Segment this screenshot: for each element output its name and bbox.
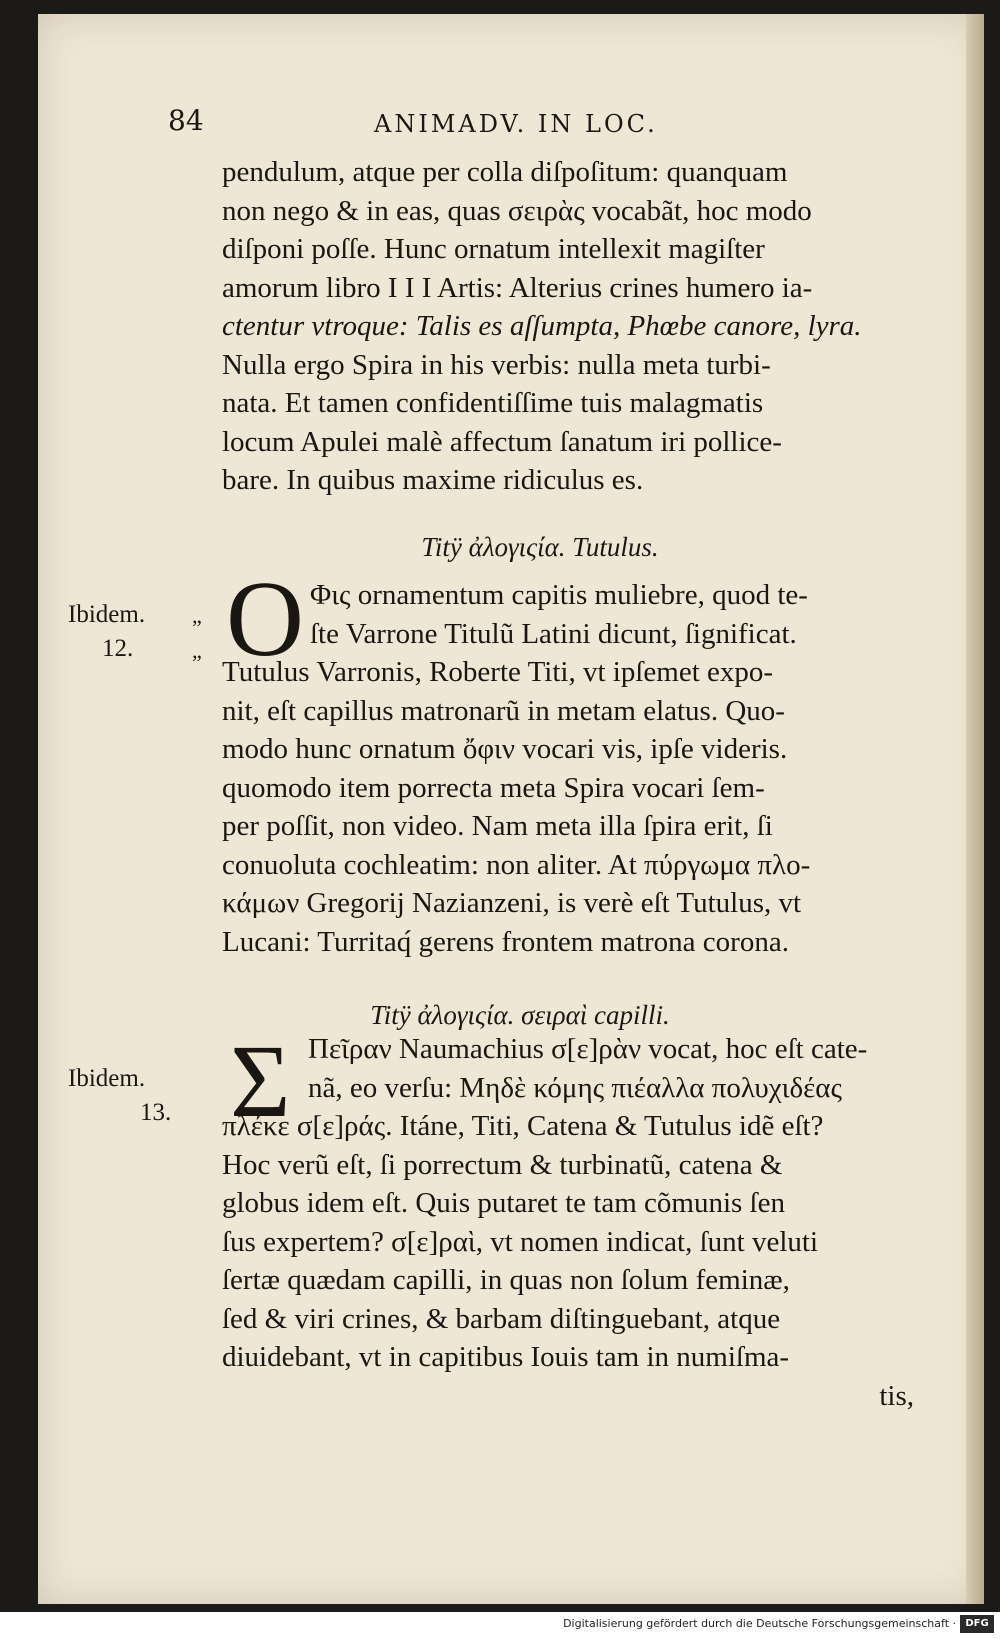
text-line: Φις ornamentum capitis muliebre, quod te- [310, 579, 808, 611]
text-line: Nulla ergo Spira in his verbis: nulla meta turbi- [222, 348, 771, 381]
section-heading-tutulus: Titÿ ἀλογιςία. Tutulus. [421, 532, 659, 562]
paragraph-3 [222, 1024, 954, 1415]
quote-marks [192, 598, 202, 668]
text-line: nã, eo verſu: Μηδὲ κόμης πιέαλλα πολυχιδέας [308, 1071, 842, 1104]
text-line: modo hunc ornatum ὄφιν vocari vis, ipſe videris. [222, 733, 788, 765]
quote-mark: „ [192, 638, 202, 663]
text-line: non nego & in eas, quas σειρὰς vocabãt, hoc modo [222, 194, 812, 227]
text-line: quomodo item porrecta meta Spira vocari ſem- [222, 771, 765, 804]
page-edge [966, 14, 984, 1604]
dropcap-sigma: Σ [230, 1024, 291, 1139]
text-line: diuidebant, vt in capitibus Iouis tam in numiſma- [222, 1341, 790, 1373]
running-title: ANIMADV. IN LOC. [374, 110, 658, 138]
quote-mark: „ [192, 603, 202, 628]
text-line: Πεῖραν Naumachius σ[ε]ρὰν vocat, hoc eſt cate- [308, 1033, 868, 1065]
text-line: Lucani: Turritaq́ gerens frontem matrona corona. [222, 925, 789, 958]
margin-ref: Ibidem. [68, 1065, 146, 1092]
text-line: bare. In quibus maxime ridiculus es. [222, 464, 644, 496]
margin-note-2 [68, 1062, 171, 1130]
text-line: pendulum, atque per colla diſpoſitum: quanquam [222, 156, 788, 188]
section-heading-seirai: Titÿ ἀλογιςία. σειραὶ capilli. [370, 1000, 670, 1030]
paragraph-1 [222, 153, 954, 500]
text-line: κάμων Gregorij Nazianzeni, is verè eſt Tutulus, vt [222, 887, 802, 919]
page-header [168, 104, 768, 144]
text-line: nit, eſt capillus matronarũ in metam elatus. Quo- [222, 694, 785, 727]
text-line: ſertæ quædam capilli, in quas non ſolum feminæ, [222, 1264, 790, 1296]
paragraph-2 [222, 576, 954, 961]
text-line: per poſſit, non video. Nam meta illa ſpira erit, ſi [222, 810, 773, 842]
digitization-footer [0, 1612, 1000, 1639]
page-number: 84 [168, 104, 204, 137]
text-line: Tutulus Varronis, Roberte Titi, vt ipſemet expo- [222, 656, 774, 688]
text-line: Hoc verũ eſt, ſi porrectum & turbinatũ, catena & [222, 1148, 783, 1181]
text-line: ſte Varrone Titulũ Latini dicunt, ſignificat. [310, 617, 797, 650]
margin-ref: Ibidem. [68, 601, 146, 628]
margin-number: 12. [102, 635, 134, 662]
text-line: locum Apulei malè affectum ſanatum iri pollice- [222, 425, 782, 458]
text-line: ſed & viri crines, & barbam diſtinguebant, atque [222, 1302, 781, 1335]
text-line: diſponi poſſe. Hunc ornatum intellexit magiſter [222, 233, 765, 265]
margin-note-1 [68, 598, 145, 666]
dropcap-o: O [226, 560, 304, 679]
text-line: πλέκε σ[ε]ράς. Itáne, Titi, Catena & Tutulus idẽ eſt? [222, 1110, 824, 1142]
text-line: amorum libro I I I Artis: Alterius crines humero ia- [222, 271, 813, 304]
margin-number: 13. [140, 1099, 172, 1126]
text-line: nata. Et tamen confidentiſſime tuis malagmatis [222, 387, 764, 419]
catchword: tis, [879, 1379, 914, 1412]
text-line: conuoluta cochleatim: non aliter. At πύργωμα πλο- [222, 848, 811, 881]
text-line: ſus expertem? σ[ε]ραὶ, vt nomen indicat, ſunt veluti [222, 1225, 819, 1258]
text-line: globus idem eſt. Quis putaret te tam cõmunis ſen [222, 1187, 785, 1219]
text-line: ctentur vtroque: Talis es aſſumpta, Phœbe canore, lyra. [222, 310, 862, 342]
footer-credit: Digitalisierung gefördert durch die Deutsche Forschungsgemeinschaft · [563, 1617, 956, 1630]
dfg-logo: DFG [960, 1615, 994, 1633]
